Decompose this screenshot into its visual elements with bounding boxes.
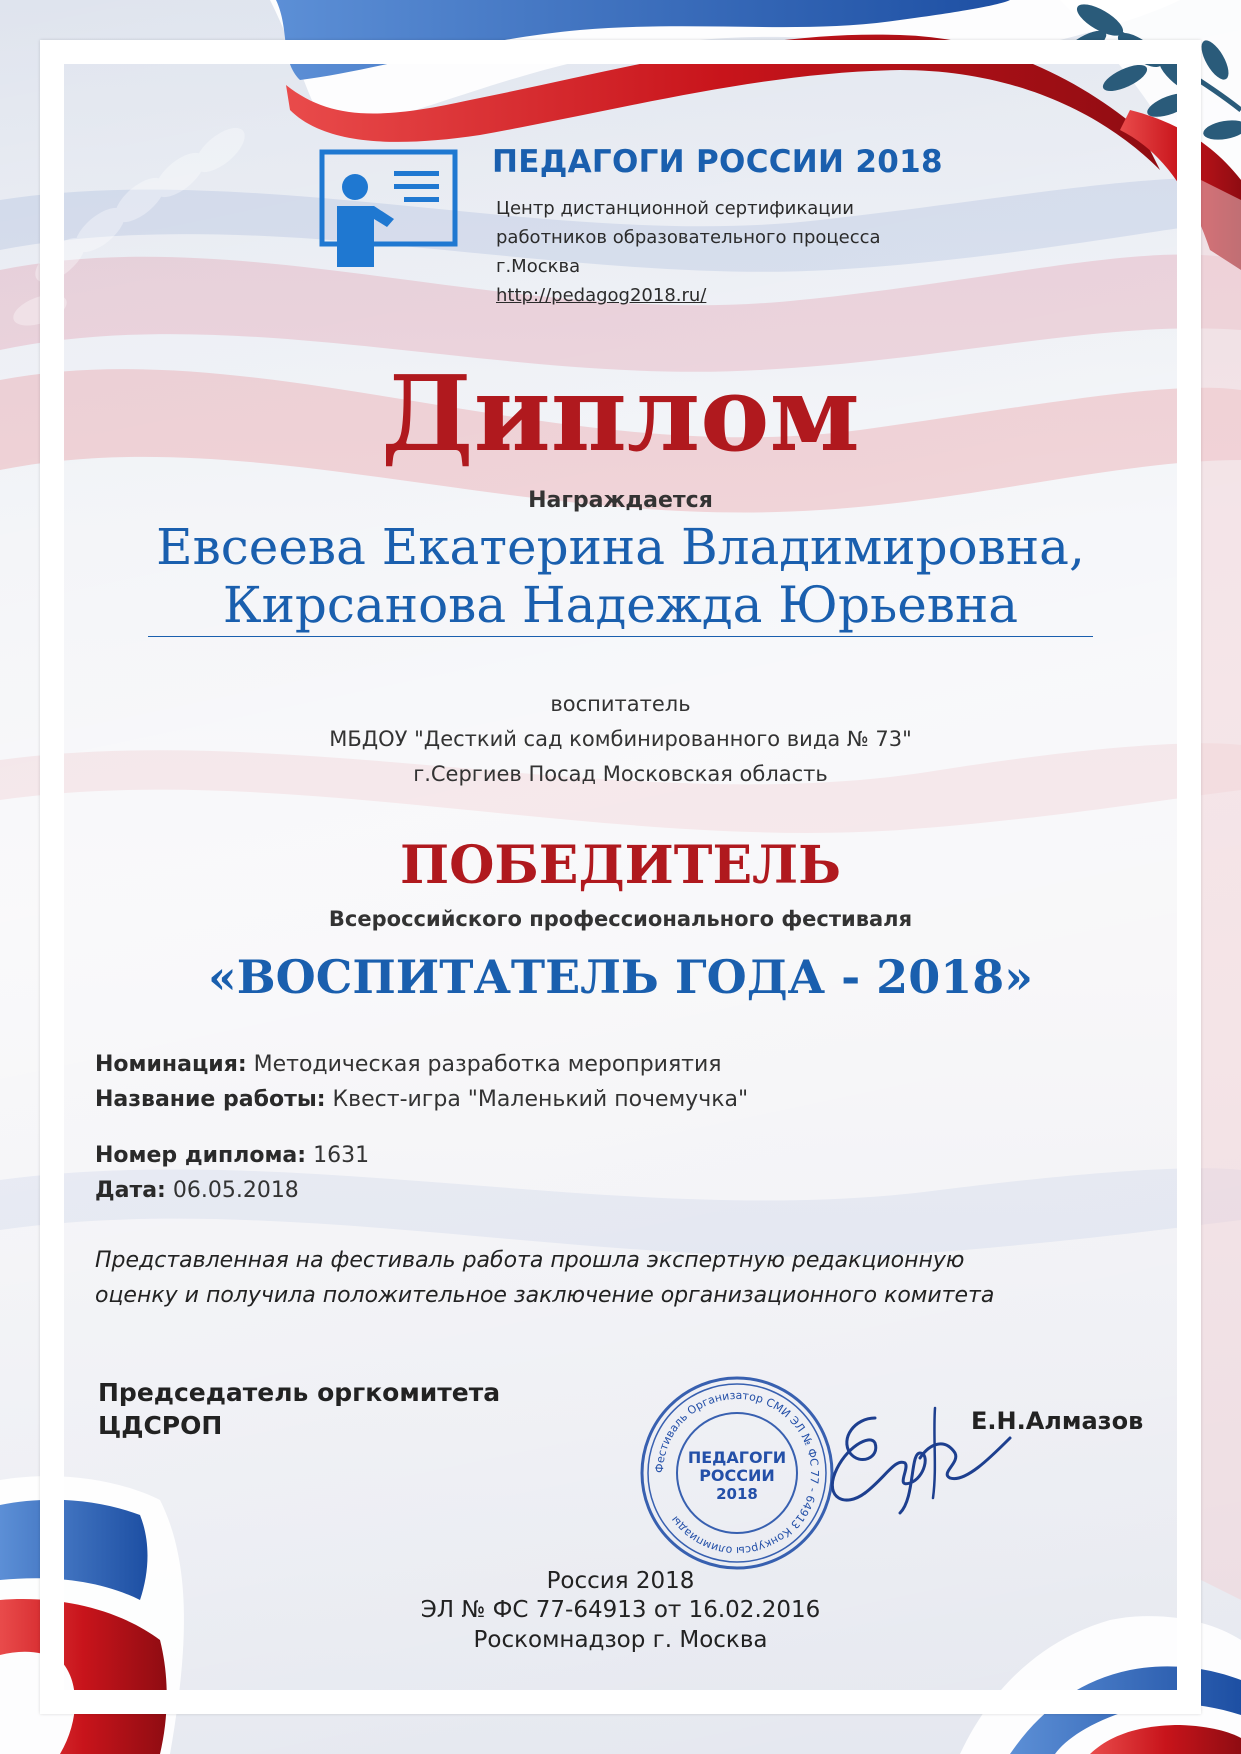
- diploma-number-row: [95, 1143, 369, 1168]
- org-description-line2: работников образовательного процесса: [496, 227, 881, 248]
- stamp-seal: [637, 1373, 837, 1573]
- recipient-name-1: Евсеева Екатерина Владимировна,: [156, 518, 1085, 576]
- recipient-location: г.Сергиев Посад Московская область: [413, 762, 828, 786]
- signer-name: Е.Н.Алмазов: [971, 1407, 1144, 1435]
- chairman-line1: Председатель оргкомитета: [98, 1378, 501, 1407]
- review-note-line1: Представленная на фестиваль работа прошла экспертную редакционную: [95, 1248, 965, 1273]
- footer-line3: Роскомнадзор г. Москва: [473, 1627, 768, 1653]
- diploma-number-value: 1631: [313, 1143, 370, 1168]
- work-title-label: Название работы:: [95, 1087, 326, 1112]
- date-label: Дата:: [95, 1178, 166, 1203]
- work-title-value: Квест-игра "Маленький почемучка": [332, 1087, 749, 1112]
- diploma-number-label: Номер диплома:: [95, 1143, 307, 1168]
- teacher-board-icon: [319, 149, 458, 274]
- nomination-row: [95, 1052, 722, 1077]
- diploma-title: Диплом: [381, 352, 860, 475]
- recipient-organization: МБДОУ "Десткий сад комбинированного вида № 73": [329, 727, 912, 751]
- recipient-name-2: Кирсанова Надежда Юрьевна: [222, 576, 1019, 634]
- chairman-title: [98, 1376, 500, 1442]
- recipient-position: воспитатель: [550, 692, 691, 716]
- nomination-value: Методическая разработка мероприятия: [253, 1052, 722, 1077]
- org-description-line1: Центр дистанционной сертификации: [496, 198, 854, 219]
- festival-name: «ВОСПИТАТЕЛЬ ГОДА - 2018»: [208, 950, 1033, 1004]
- stamp-center-line1: ПЕДАГОГИ: [687, 1448, 787, 1467]
- review-note: [95, 1243, 994, 1313]
- org-website-link[interactable]: http://pedagog2018.ru/: [496, 285, 707, 306]
- stamp-ring-text: Фестиваль Организатор СМИ ЭЛ № ФС 77 - 64913 Конкурсы олимпиады: [652, 1388, 822, 1558]
- org-city: г.Москва: [496, 256, 581, 277]
- awarded-label: Награждается: [528, 488, 713, 513]
- org-title: ПЕДАГОГИ РОССИИ 2018: [492, 144, 943, 180]
- date-value: 06.05.2018: [172, 1178, 299, 1203]
- footer-line2: ЭЛ № ФС 77-64913 от 16.02.2016: [420, 1597, 821, 1623]
- result-title: ПОБЕДИТЕЛЬ: [399, 835, 842, 896]
- date-row: [95, 1178, 299, 1203]
- name-underline: [148, 636, 1093, 637]
- review-note-line2: оценку и получила положительное заключение организационного комитета: [95, 1283, 995, 1308]
- work-title-row: [95, 1087, 748, 1112]
- festival-subtitle: Всероссийского профессионального фестиваля: [328, 907, 913, 931]
- nomination-label: Номинация:: [95, 1052, 247, 1077]
- footer-line1: Россия 2018: [546, 1568, 695, 1594]
- recipient-names: [0, 518, 1241, 634]
- chairman-line2: ЦДСРОП: [98, 1411, 223, 1440]
- stamp-center-line2: РОССИИ: [699, 1466, 775, 1485]
- stamp-center-line3: 2018: [716, 1485, 758, 1503]
